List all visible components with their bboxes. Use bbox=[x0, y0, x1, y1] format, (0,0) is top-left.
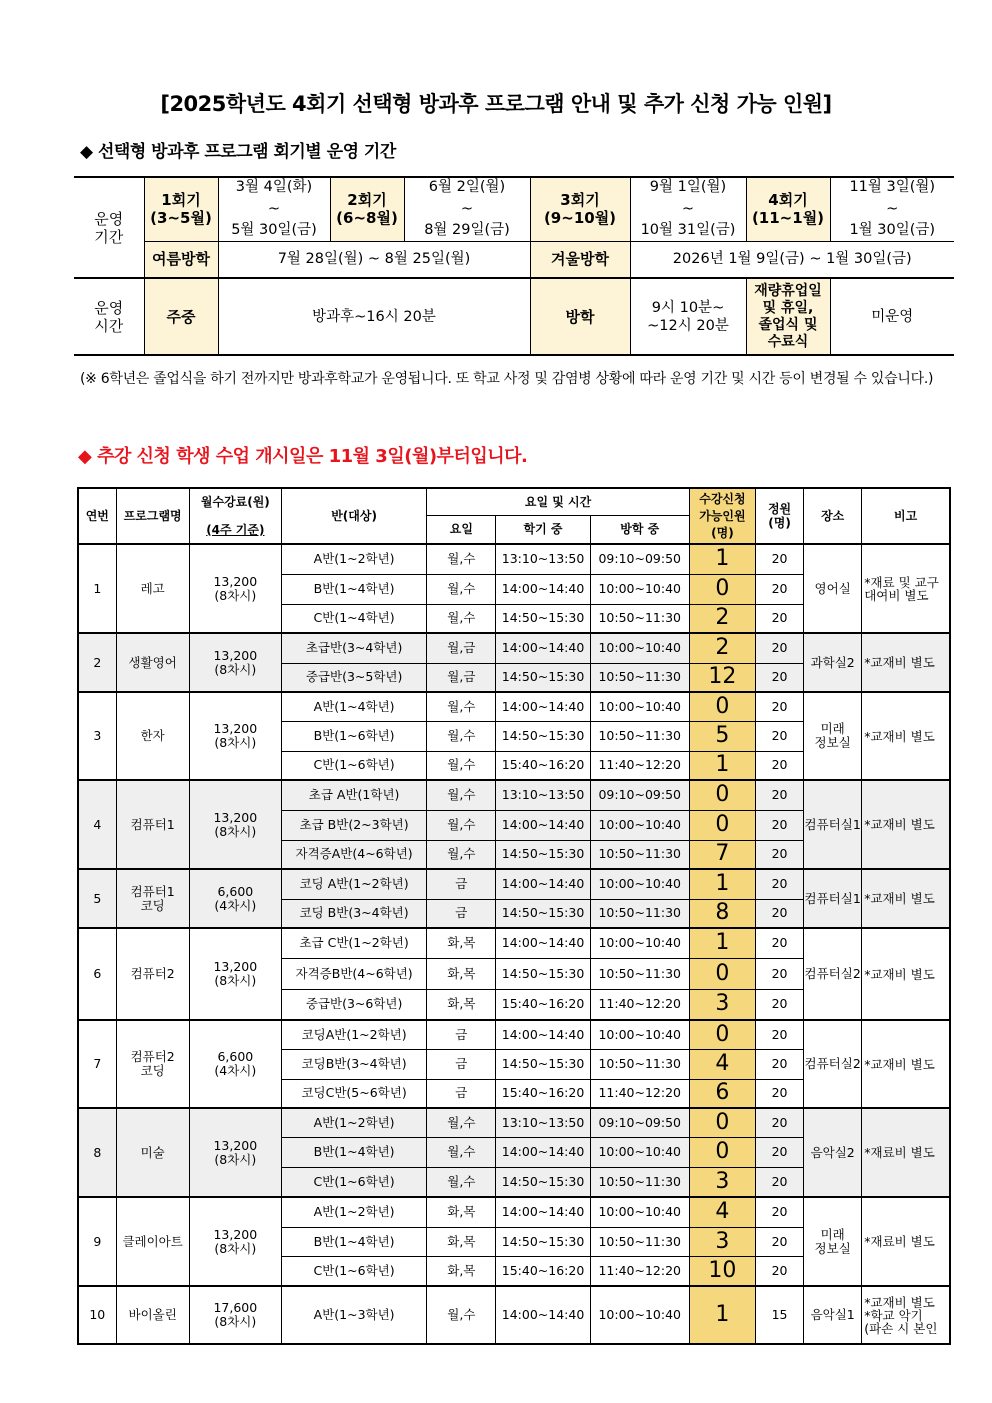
weekday-label: 주중 bbox=[144, 278, 218, 355]
available-count: 3 bbox=[689, 1227, 755, 1256]
program-no: 4 bbox=[78, 780, 116, 869]
class-vacation-time: 10:00~10:40 bbox=[590, 633, 689, 663]
program-fee: 6,600 (4차시) bbox=[189, 1020, 281, 1108]
table-row bbox=[78, 1286, 950, 1344]
class-target: B반(1~4학년) bbox=[281, 1137, 426, 1167]
class-vacation-time: 11:40~12:20 bbox=[590, 1079, 689, 1108]
class-vacation-time: 10:00~10:40 bbox=[590, 1286, 689, 1344]
class-vacation-time: 10:00~10:40 bbox=[590, 574, 689, 604]
class-vacation-time: 10:00~10:40 bbox=[590, 1197, 689, 1227]
class-day: 월,수 bbox=[427, 780, 496, 810]
col-day-time: 요일 및 시간 bbox=[427, 488, 690, 515]
table-row bbox=[78, 1197, 950, 1227]
class-target: 코딩C반(5~6학년) bbox=[281, 1079, 426, 1108]
program-fee: 13,200 (8차시) bbox=[189, 780, 281, 869]
class-day: 월,수 bbox=[427, 1108, 496, 1137]
program-place: 영어실 bbox=[804, 544, 862, 633]
program-place: 과학실2 bbox=[804, 633, 862, 692]
class-day: 금 bbox=[427, 1020, 496, 1049]
capacity-count: 20 bbox=[756, 604, 804, 633]
col-available: 수강신청 가능인원 (명) bbox=[689, 488, 755, 544]
class-vacation-time: 09:10~09:50 bbox=[590, 544, 689, 574]
start-date-notice: ◆ 추강 신청 학생 수업 개시일은 11월 3일(월)부터입니다. bbox=[78, 446, 528, 467]
class-semester-time: 14:50~15:30 bbox=[496, 1049, 590, 1079]
class-target: C반(1~6학년) bbox=[281, 1167, 426, 1197]
class-day: 월,수 bbox=[427, 544, 496, 574]
program-name: 컴퓨터1 bbox=[116, 780, 189, 869]
term-4-label: 4회기 (11~1월) bbox=[746, 177, 830, 241]
class-target: 초급 A반(1학년) bbox=[281, 780, 426, 810]
available-count: 1 bbox=[689, 928, 755, 958]
col-day: 요일 bbox=[427, 515, 496, 544]
program-no: 7 bbox=[78, 1020, 116, 1108]
capacity-count: 20 bbox=[756, 958, 804, 989]
available-count: 0 bbox=[689, 574, 755, 604]
schedule-section-heading: ◆ 선택형 방과후 프로그램 회기별 운영 기간 bbox=[80, 142, 396, 162]
class-day: 화,목 bbox=[427, 1197, 496, 1227]
table-row bbox=[78, 1108, 950, 1137]
class-day: 금 bbox=[427, 869, 496, 899]
program-place: 음악실1 bbox=[804, 1286, 862, 1344]
col-program: 프로그램명 bbox=[116, 488, 189, 544]
class-semester-time: 14:00~14:40 bbox=[496, 692, 590, 721]
class-target: 중급반(3~6학년) bbox=[281, 989, 426, 1020]
capacity-count: 20 bbox=[756, 721, 804, 751]
capacity-count: 20 bbox=[756, 1197, 804, 1227]
program-fee: 13,200 (8차시) bbox=[189, 928, 281, 1020]
class-day: 화,목 bbox=[427, 928, 496, 958]
program-fee: 6,600 (4차시) bbox=[189, 869, 281, 928]
period-label: 운영 기간 bbox=[74, 177, 144, 278]
class-target: B반(1~6학년) bbox=[281, 721, 426, 751]
class-semester-time: 14:00~14:40 bbox=[496, 633, 590, 663]
class-vacation-time: 10:50~11:30 bbox=[590, 1167, 689, 1197]
program-fee: 13,200 (8차시) bbox=[189, 1197, 281, 1286]
available-count: 0 bbox=[689, 692, 755, 721]
class-day: 월,금 bbox=[427, 663, 496, 692]
program-no: 5 bbox=[78, 869, 116, 928]
class-target: 코딩A반(1~2학년) bbox=[281, 1020, 426, 1049]
schedule-note: (※ 6학년은 졸업식을 하기 전까지만 방과후학교가 운영됩니다. 또 학교 사정 및 감염병 상황에 따라 운영 기간 및 시간 등이 변경될 수 있습니다.) bbox=[80, 371, 934, 387]
class-vacation-time: 10:00~10:40 bbox=[590, 692, 689, 721]
available-count: 8 bbox=[689, 899, 755, 928]
class-semester-time: 14:50~15:30 bbox=[496, 899, 590, 928]
program-place: 미래 정보실 bbox=[804, 692, 862, 780]
class-target: 자격증A반(4~6학년) bbox=[281, 840, 426, 869]
class-target: 초급 C반(1~2학년) bbox=[281, 928, 426, 958]
program-fee: 17,600 (8차시) bbox=[189, 1286, 281, 1344]
table-row bbox=[78, 1020, 950, 1049]
program-place: 컴퓨터실2 bbox=[804, 1020, 862, 1108]
class-day: 월,수 bbox=[427, 1167, 496, 1197]
available-count: 4 bbox=[689, 1197, 755, 1227]
col-fee: 월수강료(원) (4주 기준) bbox=[189, 488, 281, 544]
program-no: 2 bbox=[78, 633, 116, 692]
program-place: 미래 정보실 bbox=[804, 1197, 862, 1286]
class-vacation-time: 09:10~09:50 bbox=[590, 780, 689, 810]
schedule-table bbox=[74, 176, 954, 356]
class-semester-time: 15:40~16:20 bbox=[496, 989, 590, 1020]
class-vacation-time: 10:00~10:40 bbox=[590, 928, 689, 958]
available-count: 3 bbox=[689, 1167, 755, 1197]
program-table bbox=[77, 487, 951, 1345]
class-semester-time: 14:00~14:40 bbox=[496, 1020, 590, 1049]
program-no: 10 bbox=[78, 1286, 116, 1344]
term-1-dates: 3월 4일(화) ~ 5월 30일(금) bbox=[218, 177, 330, 241]
program-place: 음악실2 bbox=[804, 1108, 862, 1197]
available-count: 4 bbox=[689, 1049, 755, 1079]
class-day: 화,목 bbox=[427, 958, 496, 989]
table-row bbox=[78, 692, 950, 721]
class-vacation-time: 11:40~12:20 bbox=[590, 989, 689, 1020]
class-day: 월,수 bbox=[427, 1137, 496, 1167]
program-no: 8 bbox=[78, 1108, 116, 1197]
program-name: 컴퓨터2 bbox=[116, 928, 189, 1020]
capacity-count: 20 bbox=[756, 1049, 804, 1079]
available-count: 10 bbox=[689, 1256, 755, 1286]
holiday-label: 재량휴업일 및 휴일, 졸업식 및 수료식 bbox=[746, 278, 830, 355]
class-vacation-time: 10:00~10:40 bbox=[590, 1137, 689, 1167]
class-vacation-time: 10:50~11:30 bbox=[590, 840, 689, 869]
class-day: 월,수 bbox=[427, 840, 496, 869]
capacity-count: 20 bbox=[756, 1108, 804, 1137]
program-name: 컴퓨터1 코딩 bbox=[116, 869, 189, 928]
program-no: 3 bbox=[78, 692, 116, 780]
class-vacation-time: 10:50~11:30 bbox=[590, 958, 689, 989]
program-remark: *교재비 별도 bbox=[862, 692, 950, 780]
class-semester-time: 14:50~15:30 bbox=[496, 1167, 590, 1197]
class-semester-time: 14:00~14:40 bbox=[496, 1197, 590, 1227]
available-count: 0 bbox=[689, 810, 755, 840]
col-remark: 비고 bbox=[862, 488, 950, 544]
program-remark: *교재비 별도 bbox=[862, 1020, 950, 1108]
program-remark: *교재비 별도 *학교 악기 (파손 시 본인 bbox=[862, 1286, 950, 1344]
class-target: B반(1~4학년) bbox=[281, 574, 426, 604]
class-semester-time: 14:00~14:40 bbox=[496, 1286, 590, 1344]
class-vacation-time: 10:00~10:40 bbox=[590, 1020, 689, 1049]
available-count: 7 bbox=[689, 840, 755, 869]
available-count: 1 bbox=[689, 751, 755, 780]
class-semester-time: 15:40~16:20 bbox=[496, 751, 590, 780]
program-place: 컴퓨터실1 bbox=[804, 869, 862, 928]
class-semester-time: 13:10~13:50 bbox=[496, 780, 590, 810]
class-target: 코딩B반(3~4학년) bbox=[281, 1049, 426, 1079]
available-count: 0 bbox=[689, 1137, 755, 1167]
class-day: 월,수 bbox=[427, 810, 496, 840]
capacity-count: 20 bbox=[756, 1227, 804, 1256]
class-semester-time: 14:50~15:30 bbox=[496, 958, 590, 989]
class-day: 월,수 bbox=[427, 604, 496, 633]
class-semester-time: 14:50~15:30 bbox=[496, 721, 590, 751]
weekday-time: 방과후~16시 20분 bbox=[218, 278, 530, 355]
col-capacity: 정원 (명) bbox=[756, 488, 804, 544]
class-vacation-time: 10:00~10:40 bbox=[590, 869, 689, 899]
class-day: 화,목 bbox=[427, 989, 496, 1020]
table-row bbox=[78, 928, 950, 958]
program-fee: 13,200 (8차시) bbox=[189, 1108, 281, 1197]
program-name: 클레이아트 bbox=[116, 1197, 189, 1286]
program-name: 한자 bbox=[116, 692, 189, 780]
class-vacation-time: 09:10~09:50 bbox=[590, 1108, 689, 1137]
available-count: 0 bbox=[689, 1108, 755, 1137]
winter-dates: 2026년 1월 9일(금) ~ 1월 30일(금) bbox=[630, 241, 954, 278]
program-name: 바이올린 bbox=[116, 1286, 189, 1344]
available-count: 1 bbox=[689, 544, 755, 574]
capacity-count: 20 bbox=[756, 989, 804, 1020]
class-day: 월,수 bbox=[427, 721, 496, 751]
class-day: 금 bbox=[427, 899, 496, 928]
available-count: 1 bbox=[689, 869, 755, 899]
available-count: 12 bbox=[689, 663, 755, 692]
class-semester-time: 14:00~14:40 bbox=[496, 869, 590, 899]
available-count: 2 bbox=[689, 633, 755, 663]
vacation-time: 9시 10분~ ~12시 20분 bbox=[630, 278, 746, 355]
class-day: 월,수 bbox=[427, 1286, 496, 1344]
class-vacation-time: 10:50~11:30 bbox=[590, 721, 689, 751]
available-count: 0 bbox=[689, 780, 755, 810]
class-target: C반(1~6학년) bbox=[281, 1256, 426, 1286]
class-target: A반(1~2학년) bbox=[281, 544, 426, 574]
capacity-count: 20 bbox=[756, 1079, 804, 1108]
class-day: 금 bbox=[427, 1049, 496, 1079]
capacity-count: 20 bbox=[756, 780, 804, 810]
program-remark: *교재비 별도 bbox=[862, 928, 950, 1020]
holiday-value: 미운영 bbox=[830, 278, 954, 355]
capacity-count: 20 bbox=[756, 928, 804, 958]
class-semester-time: 15:40~16:20 bbox=[496, 1256, 590, 1286]
capacity-count: 20 bbox=[756, 840, 804, 869]
term-2-dates: 6월 2일(월) ~ 8월 29일(금) bbox=[404, 177, 530, 241]
program-fee: 13,200 (8차시) bbox=[189, 633, 281, 692]
class-target: 초급 B반(2~3학년) bbox=[281, 810, 426, 840]
term-2-label: 2회기 (6~8월) bbox=[330, 177, 404, 241]
class-semester-time: 14:50~15:30 bbox=[496, 840, 590, 869]
program-fee: 13,200 (8차시) bbox=[189, 544, 281, 633]
vacation-label: 방학 bbox=[530, 278, 630, 355]
capacity-count: 20 bbox=[756, 633, 804, 663]
program-name: 미술 bbox=[116, 1108, 189, 1197]
program-no: 9 bbox=[78, 1197, 116, 1286]
class-semester-time: 14:50~15:30 bbox=[496, 1227, 590, 1256]
page-title: [2025학년도 4회기 선택형 방과후 프로그램 안내 및 추가 신청 가능 인원] bbox=[160, 92, 832, 116]
winter-label: 겨울방학 bbox=[530, 241, 630, 278]
class-semester-time: 14:50~15:30 bbox=[496, 604, 590, 633]
term-1-label: 1회기 (3~5월) bbox=[144, 177, 218, 241]
class-target: C반(1~4학년) bbox=[281, 604, 426, 633]
program-name: 레고 bbox=[116, 544, 189, 633]
term-3-label: 3회기 (9~10월) bbox=[530, 177, 630, 241]
term-3-dates: 9월 1일(월) ~ 10월 31일(금) bbox=[630, 177, 746, 241]
time-label: 운영 시간 bbox=[74, 278, 144, 355]
class-semester-time: 13:10~13:50 bbox=[496, 1108, 590, 1137]
program-remark: *교재비 별도 bbox=[862, 869, 950, 928]
table-row bbox=[78, 544, 950, 574]
class-vacation-time: 10:50~11:30 bbox=[590, 1227, 689, 1256]
class-day: 월,수 bbox=[427, 574, 496, 604]
capacity-count: 20 bbox=[756, 1256, 804, 1286]
available-count: 6 bbox=[689, 1079, 755, 1108]
class-semester-time: 14:00~14:40 bbox=[496, 1137, 590, 1167]
table-row bbox=[78, 869, 950, 899]
available-count: 0 bbox=[689, 1020, 755, 1049]
available-count: 1 bbox=[689, 1286, 755, 1344]
class-semester-time: 15:40~16:20 bbox=[496, 1079, 590, 1108]
available-count: 2 bbox=[689, 604, 755, 633]
class-semester-time: 14:00~14:40 bbox=[496, 574, 590, 604]
table-row bbox=[78, 780, 950, 810]
class-vacation-time: 10:00~10:40 bbox=[590, 810, 689, 840]
summer-label: 여름방학 bbox=[144, 241, 218, 278]
program-no: 6 bbox=[78, 928, 116, 1020]
capacity-count: 20 bbox=[756, 1167, 804, 1197]
class-semester-time: 14:50~15:30 bbox=[496, 663, 590, 692]
program-remark: *재료 및 교구대여비 별도 bbox=[862, 544, 950, 633]
capacity-count: 20 bbox=[756, 1020, 804, 1049]
col-semester: 학기 중 bbox=[496, 515, 590, 544]
program-name: 컴퓨터2 코딩 bbox=[116, 1020, 189, 1108]
class-target: A반(1~2학년) bbox=[281, 1197, 426, 1227]
class-day: 월,금 bbox=[427, 633, 496, 663]
class-target: 초급반(3~4학년) bbox=[281, 633, 426, 663]
class-target: A반(1~2학년) bbox=[281, 1108, 426, 1137]
class-day: 화,목 bbox=[427, 1256, 496, 1286]
class-vacation-time: 10:50~11:30 bbox=[590, 604, 689, 633]
col-vacation: 방학 중 bbox=[590, 515, 689, 544]
program-name: 생활영어 bbox=[116, 633, 189, 692]
available-count: 3 bbox=[689, 989, 755, 1020]
class-day: 월,수 bbox=[427, 751, 496, 780]
class-semester-time: 14:00~14:40 bbox=[496, 810, 590, 840]
class-vacation-time: 10:50~11:30 bbox=[590, 663, 689, 692]
available-count: 0 bbox=[689, 958, 755, 989]
program-remark: *교재비 별도 bbox=[862, 633, 950, 692]
program-remark: *교재비 별도 bbox=[862, 780, 950, 869]
available-count: 5 bbox=[689, 721, 755, 751]
class-semester-time: 13:10~13:50 bbox=[496, 544, 590, 574]
term-4-dates: 11월 3일(월) ~ 1월 30일(금) bbox=[830, 177, 954, 241]
class-target: C반(1~6학년) bbox=[281, 751, 426, 780]
class-target: B반(1~4학년) bbox=[281, 1227, 426, 1256]
class-vacation-time: 10:50~11:30 bbox=[590, 1049, 689, 1079]
program-fee: 13,200 (8차시) bbox=[189, 692, 281, 780]
class-day: 금 bbox=[427, 1079, 496, 1108]
program-remark: *재료비 별도 bbox=[862, 1197, 950, 1286]
capacity-count: 20 bbox=[756, 544, 804, 574]
col-place: 장소 bbox=[804, 488, 862, 544]
program-place: 컴퓨터실2 bbox=[804, 928, 862, 1020]
capacity-count: 20 bbox=[756, 1137, 804, 1167]
col-no: 연번 bbox=[78, 488, 116, 544]
program-remark: *재료비 별도 bbox=[862, 1108, 950, 1197]
class-target: A반(1~4학년) bbox=[281, 692, 426, 721]
class-target: A반(1~3학년) bbox=[281, 1286, 426, 1344]
class-target: 코딩 A반(1~2학년) bbox=[281, 869, 426, 899]
col-class: 반(대상) bbox=[281, 488, 426, 544]
class-target: 코딩 B반(3~4학년) bbox=[281, 899, 426, 928]
capacity-count: 15 bbox=[756, 1286, 804, 1344]
capacity-count: 20 bbox=[756, 899, 804, 928]
class-semester-time: 14:00~14:40 bbox=[496, 928, 590, 958]
capacity-count: 20 bbox=[756, 663, 804, 692]
class-vacation-time: 11:40~12:20 bbox=[590, 751, 689, 780]
class-target: 자격증B반(4~6학년) bbox=[281, 958, 426, 989]
table-row bbox=[78, 633, 950, 663]
capacity-count: 20 bbox=[756, 692, 804, 721]
program-no: 1 bbox=[78, 544, 116, 633]
capacity-count: 20 bbox=[756, 751, 804, 780]
capacity-count: 20 bbox=[756, 869, 804, 899]
class-vacation-time: 11:40~12:20 bbox=[590, 1256, 689, 1286]
capacity-count: 20 bbox=[756, 574, 804, 604]
class-day: 화,목 bbox=[427, 1227, 496, 1256]
program-place: 컴퓨터실1 bbox=[804, 780, 862, 869]
class-vacation-time: 10:50~11:30 bbox=[590, 899, 689, 928]
class-day: 월,수 bbox=[427, 692, 496, 721]
class-target: 중급반(3~5학년) bbox=[281, 663, 426, 692]
summer-dates: 7월 28일(월) ~ 8월 25일(월) bbox=[218, 241, 530, 278]
capacity-count: 20 bbox=[756, 810, 804, 840]
